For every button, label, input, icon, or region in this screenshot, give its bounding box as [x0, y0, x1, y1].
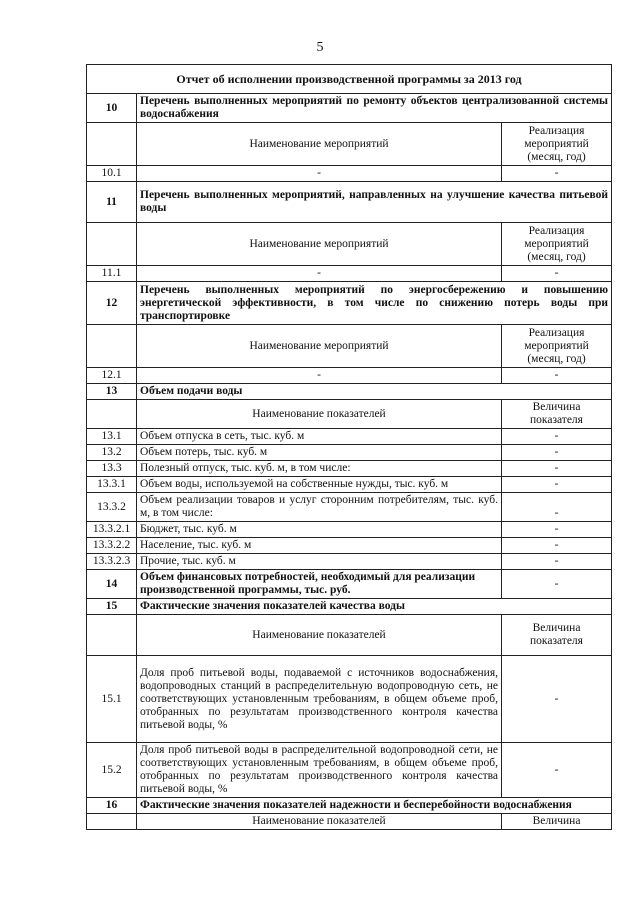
row-number: 12.1 [87, 368, 137, 384]
column-header: Наименование показателей [137, 615, 502, 656]
cell-value: - [502, 477, 612, 493]
report-table [86, 64, 612, 830]
column-header: Величина [502, 814, 612, 830]
table-row [87, 656, 612, 743]
cell-name: Объем потерь, тыс. куб. м [137, 445, 502, 461]
column-header: Величина показателя [502, 400, 612, 429]
row-number: 13 [87, 384, 137, 400]
row-number: 15 [87, 599, 137, 615]
table-row [87, 223, 612, 266]
cell-value: - [502, 656, 612, 743]
table-row [87, 570, 612, 599]
cell-value: - [502, 266, 612, 282]
report-title: Отчет об исполнении производственной программы за 2013 год [87, 65, 612, 94]
empty-cell [87, 400, 137, 429]
cell-value: - [502, 522, 612, 538]
table-row [87, 615, 612, 656]
cell-name: Прочие, тыс. куб. м [137, 554, 502, 570]
cell-name: Население, тыс. куб. м [137, 538, 502, 554]
row-number: 16 [87, 798, 137, 814]
column-header: Реализация мероприятий (месяц, год) [502, 123, 612, 166]
empty-cell [87, 814, 137, 830]
row-number: 13.2 [87, 445, 137, 461]
table-row [87, 554, 612, 570]
row-number: 15.1 [87, 656, 137, 743]
table-row [87, 477, 612, 493]
table-row [87, 522, 612, 538]
table-row [87, 282, 612, 325]
cell-name: Объем воды, используемой на собственные нужды, тыс. куб. м [137, 477, 502, 493]
column-header: Реализация мероприятий (месяц, год) [502, 223, 612, 266]
title-row [87, 65, 612, 94]
row-number: 13.3 [87, 461, 137, 477]
empty-cell [87, 615, 137, 656]
row-number: 10.1 [87, 166, 137, 182]
table-row [87, 814, 612, 830]
table-row [87, 123, 612, 166]
row-number: 13.3.2.2 [87, 538, 137, 554]
cell-value: - [502, 743, 612, 798]
table-row [87, 429, 612, 445]
cell-name: Полезный отпуск, тыс. куб. м, в том числе: [137, 461, 502, 477]
table-row [87, 538, 612, 554]
table-row [87, 266, 612, 282]
section-heading: Объем подачи воды [137, 384, 612, 400]
cell-name: Объем отпуска в сеть, тыс. куб. м [137, 429, 502, 445]
table-row [87, 798, 612, 814]
table-row [87, 743, 612, 798]
cell-value: - [502, 429, 612, 445]
row-number: 13.3.2 [87, 493, 137, 522]
cell-name: - [137, 166, 502, 182]
row-number: 15.2 [87, 743, 137, 798]
table-row [87, 461, 612, 477]
column-header: Наименование показателей [137, 814, 502, 830]
cell-value: - [502, 570, 612, 599]
section-heading: Перечень выполненных мероприятий по ремонту объектов централизованной системы водоснабжения [137, 94, 612, 123]
cell-name: Доля проб питьевой воды в распределительной водопроводной сети, не соответствующих установленным требованиям, в общем объеме проб, отобранных по результатам производственного контроля качества питьевой воды, % [137, 743, 502, 798]
table-row [87, 182, 612, 223]
cell-name: Бюджет, тыс. куб. м [137, 522, 502, 538]
empty-cell [87, 123, 137, 166]
column-header: Наименование мероприятий [137, 325, 502, 368]
table-row [87, 445, 612, 461]
row-number: 11 [87, 182, 137, 223]
cell-value: - [502, 554, 612, 570]
cell-value: - [502, 166, 612, 182]
row-number: 13.1 [87, 429, 137, 445]
section-heading: Фактические значения показателей надежности и бесперебойности водоснабжения [137, 798, 612, 814]
cell-name: - [137, 266, 502, 282]
column-header: Величина показателя [502, 615, 612, 656]
row-number: 12 [87, 282, 137, 325]
table-row [87, 325, 612, 368]
row-number: 13.3.2.1 [87, 522, 137, 538]
row-number: 10 [87, 94, 137, 123]
empty-cell [87, 223, 137, 266]
section-heading: Перечень выполненных мероприятий, направленных на улучшение качества питьевой воды [137, 182, 612, 223]
column-header: Наименование мероприятий [137, 223, 502, 266]
cell-value: - [502, 538, 612, 554]
table-row [87, 493, 612, 522]
column-header: Наименование мероприятий [137, 123, 502, 166]
cell-value: - [502, 461, 612, 477]
section-heading: Объем финансовых потребностей, необходимый для реализации производственной программы, тыс. руб. [137, 570, 502, 599]
row-number: 13.3.1 [87, 477, 137, 493]
page-number: 5 [316, 40, 324, 55]
column-header: Реализация мероприятий (месяц, год) [502, 325, 612, 368]
table-row [87, 94, 612, 123]
table-row [87, 368, 612, 384]
row-number: 11.1 [87, 266, 137, 282]
cell-value: - [502, 368, 612, 384]
cell-value: - [502, 493, 612, 522]
cell-name: Доля проб питьевой воды, подаваемой с источников водоснабжения, водопроводных станций в распределительную водопроводную сеть, не соответствующих установленным требованиям, в общем объеме проб, отобранных по результатам производственного контроля качества питьевой воды, % [137, 656, 502, 743]
cell-name: Объем реализации товаров и услуг сторонним потребителям, тыс. куб. м, в том числе: [137, 493, 502, 522]
column-header: Наименование показателей [137, 400, 502, 429]
table-row [87, 166, 612, 182]
table-row [87, 400, 612, 429]
table-row [87, 384, 612, 400]
cell-value: - [502, 445, 612, 461]
section-heading: Фактические значения показателей качества воды [137, 599, 612, 615]
row-number: 13.3.2.3 [87, 554, 137, 570]
cell-name: - [137, 368, 502, 384]
row-number: 14 [87, 570, 137, 599]
table-row [87, 599, 612, 615]
section-heading: Перечень выполненных мероприятий по энергосбережению и повышению энергетической эффективности, в том числе по снижению потерь воды при транспортировке [137, 282, 612, 325]
empty-cell [87, 325, 137, 368]
